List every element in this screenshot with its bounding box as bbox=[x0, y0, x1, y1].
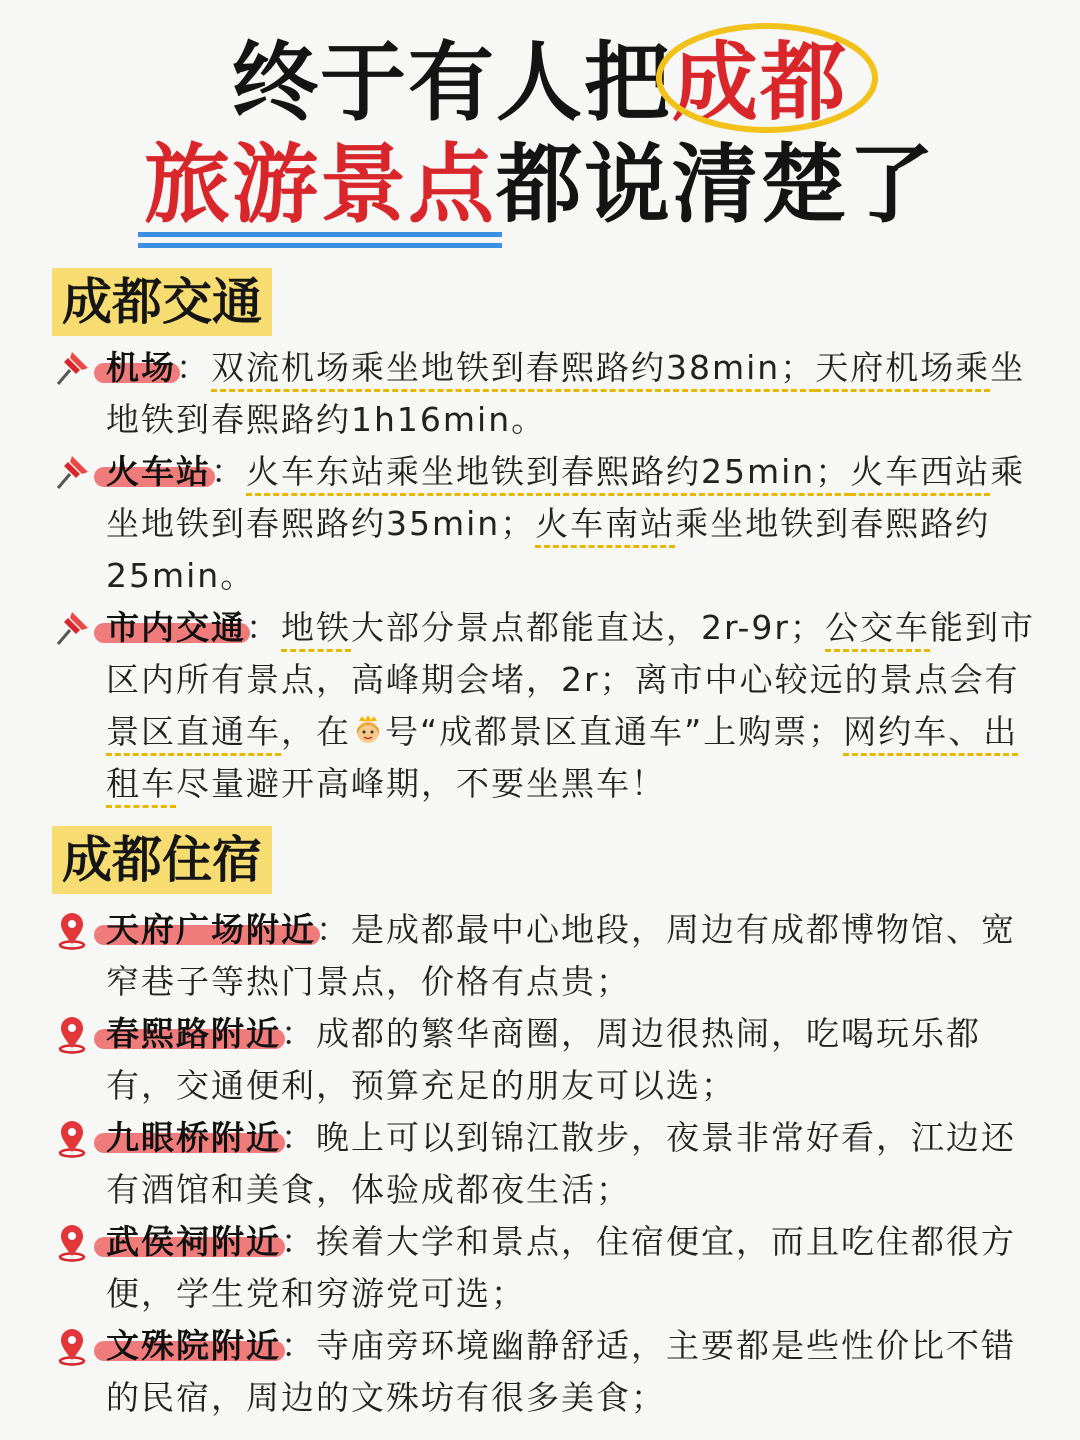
princess-emoji-icon bbox=[351, 713, 385, 747]
section-heading-lodging: 成都住宿 bbox=[52, 826, 272, 894]
label-lodging bbox=[106, 1118, 281, 1157]
blue-double-underline bbox=[138, 232, 502, 248]
title-highlight-spots bbox=[144, 130, 496, 240]
map-pin-icon bbox=[54, 912, 90, 950]
lodging-desc: 是成都最中心地段，周边有成都博物馆、宽窄巷子等热门景点，价格有点贵； bbox=[106, 910, 1016, 1001]
lodging-desc: 寺庙旁环境幽静舒适，主要都是些性价比不错的民宿，周边的文殊坊有很多美食； bbox=[106, 1326, 1016, 1417]
colon: ： bbox=[281, 1014, 316, 1053]
taxi-desc: 尽量避开高峰期，不要坐黑车！ bbox=[176, 764, 666, 803]
title-highlight-city bbox=[672, 28, 848, 138]
label-airport bbox=[106, 348, 176, 387]
label-lodging-text: 文殊院附近 bbox=[106, 1326, 281, 1365]
label-lodging bbox=[106, 1326, 281, 1365]
map-pin-icon bbox=[54, 1224, 90, 1262]
colon: ： bbox=[281, 1222, 316, 1261]
title-line-1 bbox=[0, 28, 1080, 138]
colon: ： bbox=[281, 1326, 316, 1365]
train-west-text: 火车西站 bbox=[850, 452, 990, 496]
metro-desc: 大部分景点都能直达，2r-9r； bbox=[351, 608, 825, 647]
label-lodging bbox=[106, 1222, 281, 1261]
train-south-text-cont: 乘坐地铁到春熙路约25min。 bbox=[106, 504, 991, 595]
airport-tianfu-text: 天府机场乘 bbox=[815, 348, 990, 392]
label-lodging-text: 武侯祠附近 bbox=[106, 1222, 281, 1261]
ticket-desc: 号“成都景区直通车”上购票； bbox=[385, 712, 844, 751]
lodging-desc: 挨着大学和景点，住宿便宜，而且吃住都很方便，学生党和穷游党可选； bbox=[106, 1222, 1016, 1313]
entry-airport bbox=[54, 342, 1044, 446]
label-lodging bbox=[106, 910, 316, 949]
entry-city-transport bbox=[54, 602, 1044, 810]
lodging-item-body bbox=[106, 1216, 1044, 1320]
title-line-2 bbox=[0, 130, 1080, 240]
lodging-item bbox=[54, 1320, 1044, 1424]
title-part-black: 终于有人把 bbox=[232, 33, 672, 133]
train-south-text: 火车南站 bbox=[535, 504, 675, 548]
pushpin-icon bbox=[54, 350, 90, 388]
title-city-text: 成都 bbox=[672, 33, 848, 133]
lodging-item-body bbox=[106, 1320, 1044, 1424]
colon: ： bbox=[316, 910, 351, 949]
map-pin-icon bbox=[54, 1016, 90, 1054]
taxi-text: 网约车、出租车 bbox=[106, 712, 1018, 808]
colon: ： bbox=[211, 452, 246, 491]
scenic-bus-text: 景区直通车 bbox=[106, 712, 281, 756]
label-train-text: 火车站 bbox=[106, 452, 211, 491]
train-west-text-cont: 乘坐地铁到春熙路约35min； bbox=[106, 452, 1026, 543]
label-lodging-text: 九眼桥附近 bbox=[106, 1118, 281, 1157]
label-city-transport bbox=[106, 608, 246, 647]
lodging-item bbox=[54, 1008, 1044, 1112]
lodging-item-body bbox=[106, 1112, 1044, 1216]
train-east-text: 火车东站乘坐地铁到春熙路约25min； bbox=[246, 452, 850, 496]
lodging-item bbox=[54, 1216, 1044, 1320]
entry-train-station bbox=[54, 446, 1044, 602]
title-part-black-2: 都说清楚了 bbox=[496, 135, 936, 235]
airport-shuangliu-text: 双流机场乘坐地铁到春熙路约38min； bbox=[211, 348, 815, 392]
pushpin-icon bbox=[54, 454, 90, 492]
scenic-bus-desc: ，在 bbox=[281, 712, 351, 751]
label-lodging-text: 春熙路附近 bbox=[106, 1014, 281, 1053]
lodging-item bbox=[54, 904, 1044, 1008]
lodging-desc: 成都的繁华商圈，周边很热闹，吃喝玩乐都有，交通便利，预算充足的朋友可以选； bbox=[106, 1014, 981, 1105]
bus-text: 公交车 bbox=[825, 608, 930, 652]
airport-tianfu-text-cont: 坐地铁到春熙路约1h16min。 bbox=[106, 348, 1026, 439]
lodging-item-body bbox=[106, 1008, 1044, 1112]
pushpin-icon bbox=[54, 610, 90, 648]
entry-city-body bbox=[106, 602, 1044, 810]
lodging-item bbox=[54, 1112, 1044, 1216]
colon: ： bbox=[176, 348, 211, 387]
label-airport-text: 机场 bbox=[106, 348, 176, 387]
title-spots-text: 旅游景点 bbox=[144, 135, 496, 235]
colon: ： bbox=[246, 608, 281, 647]
colon: ： bbox=[281, 1118, 316, 1157]
map-pin-icon bbox=[54, 1328, 90, 1366]
lodging-item-body bbox=[106, 904, 1044, 1008]
yellow-circle-mark bbox=[652, 16, 882, 146]
label-train-station bbox=[106, 452, 211, 491]
bus-desc: 能到市区内所有景点，高峰期会堵，2r；离市中心较远的景点会有 bbox=[106, 608, 1035, 699]
entry-airport-body bbox=[106, 342, 1044, 446]
section-heading-transport: 成都交通 bbox=[52, 268, 272, 336]
label-lodging bbox=[106, 1014, 281, 1053]
label-city-text: 市内交通 bbox=[106, 608, 246, 647]
metro-text: 地铁 bbox=[281, 608, 351, 652]
entry-train-body bbox=[106, 446, 1044, 602]
label-lodging-text: 天府广场附近 bbox=[106, 910, 316, 949]
lodging-desc: 晚上可以到锦江散步，夜景非常好看，江边还有酒馆和美食，体验成都夜生活； bbox=[106, 1118, 1016, 1209]
map-pin-icon bbox=[54, 1120, 90, 1158]
